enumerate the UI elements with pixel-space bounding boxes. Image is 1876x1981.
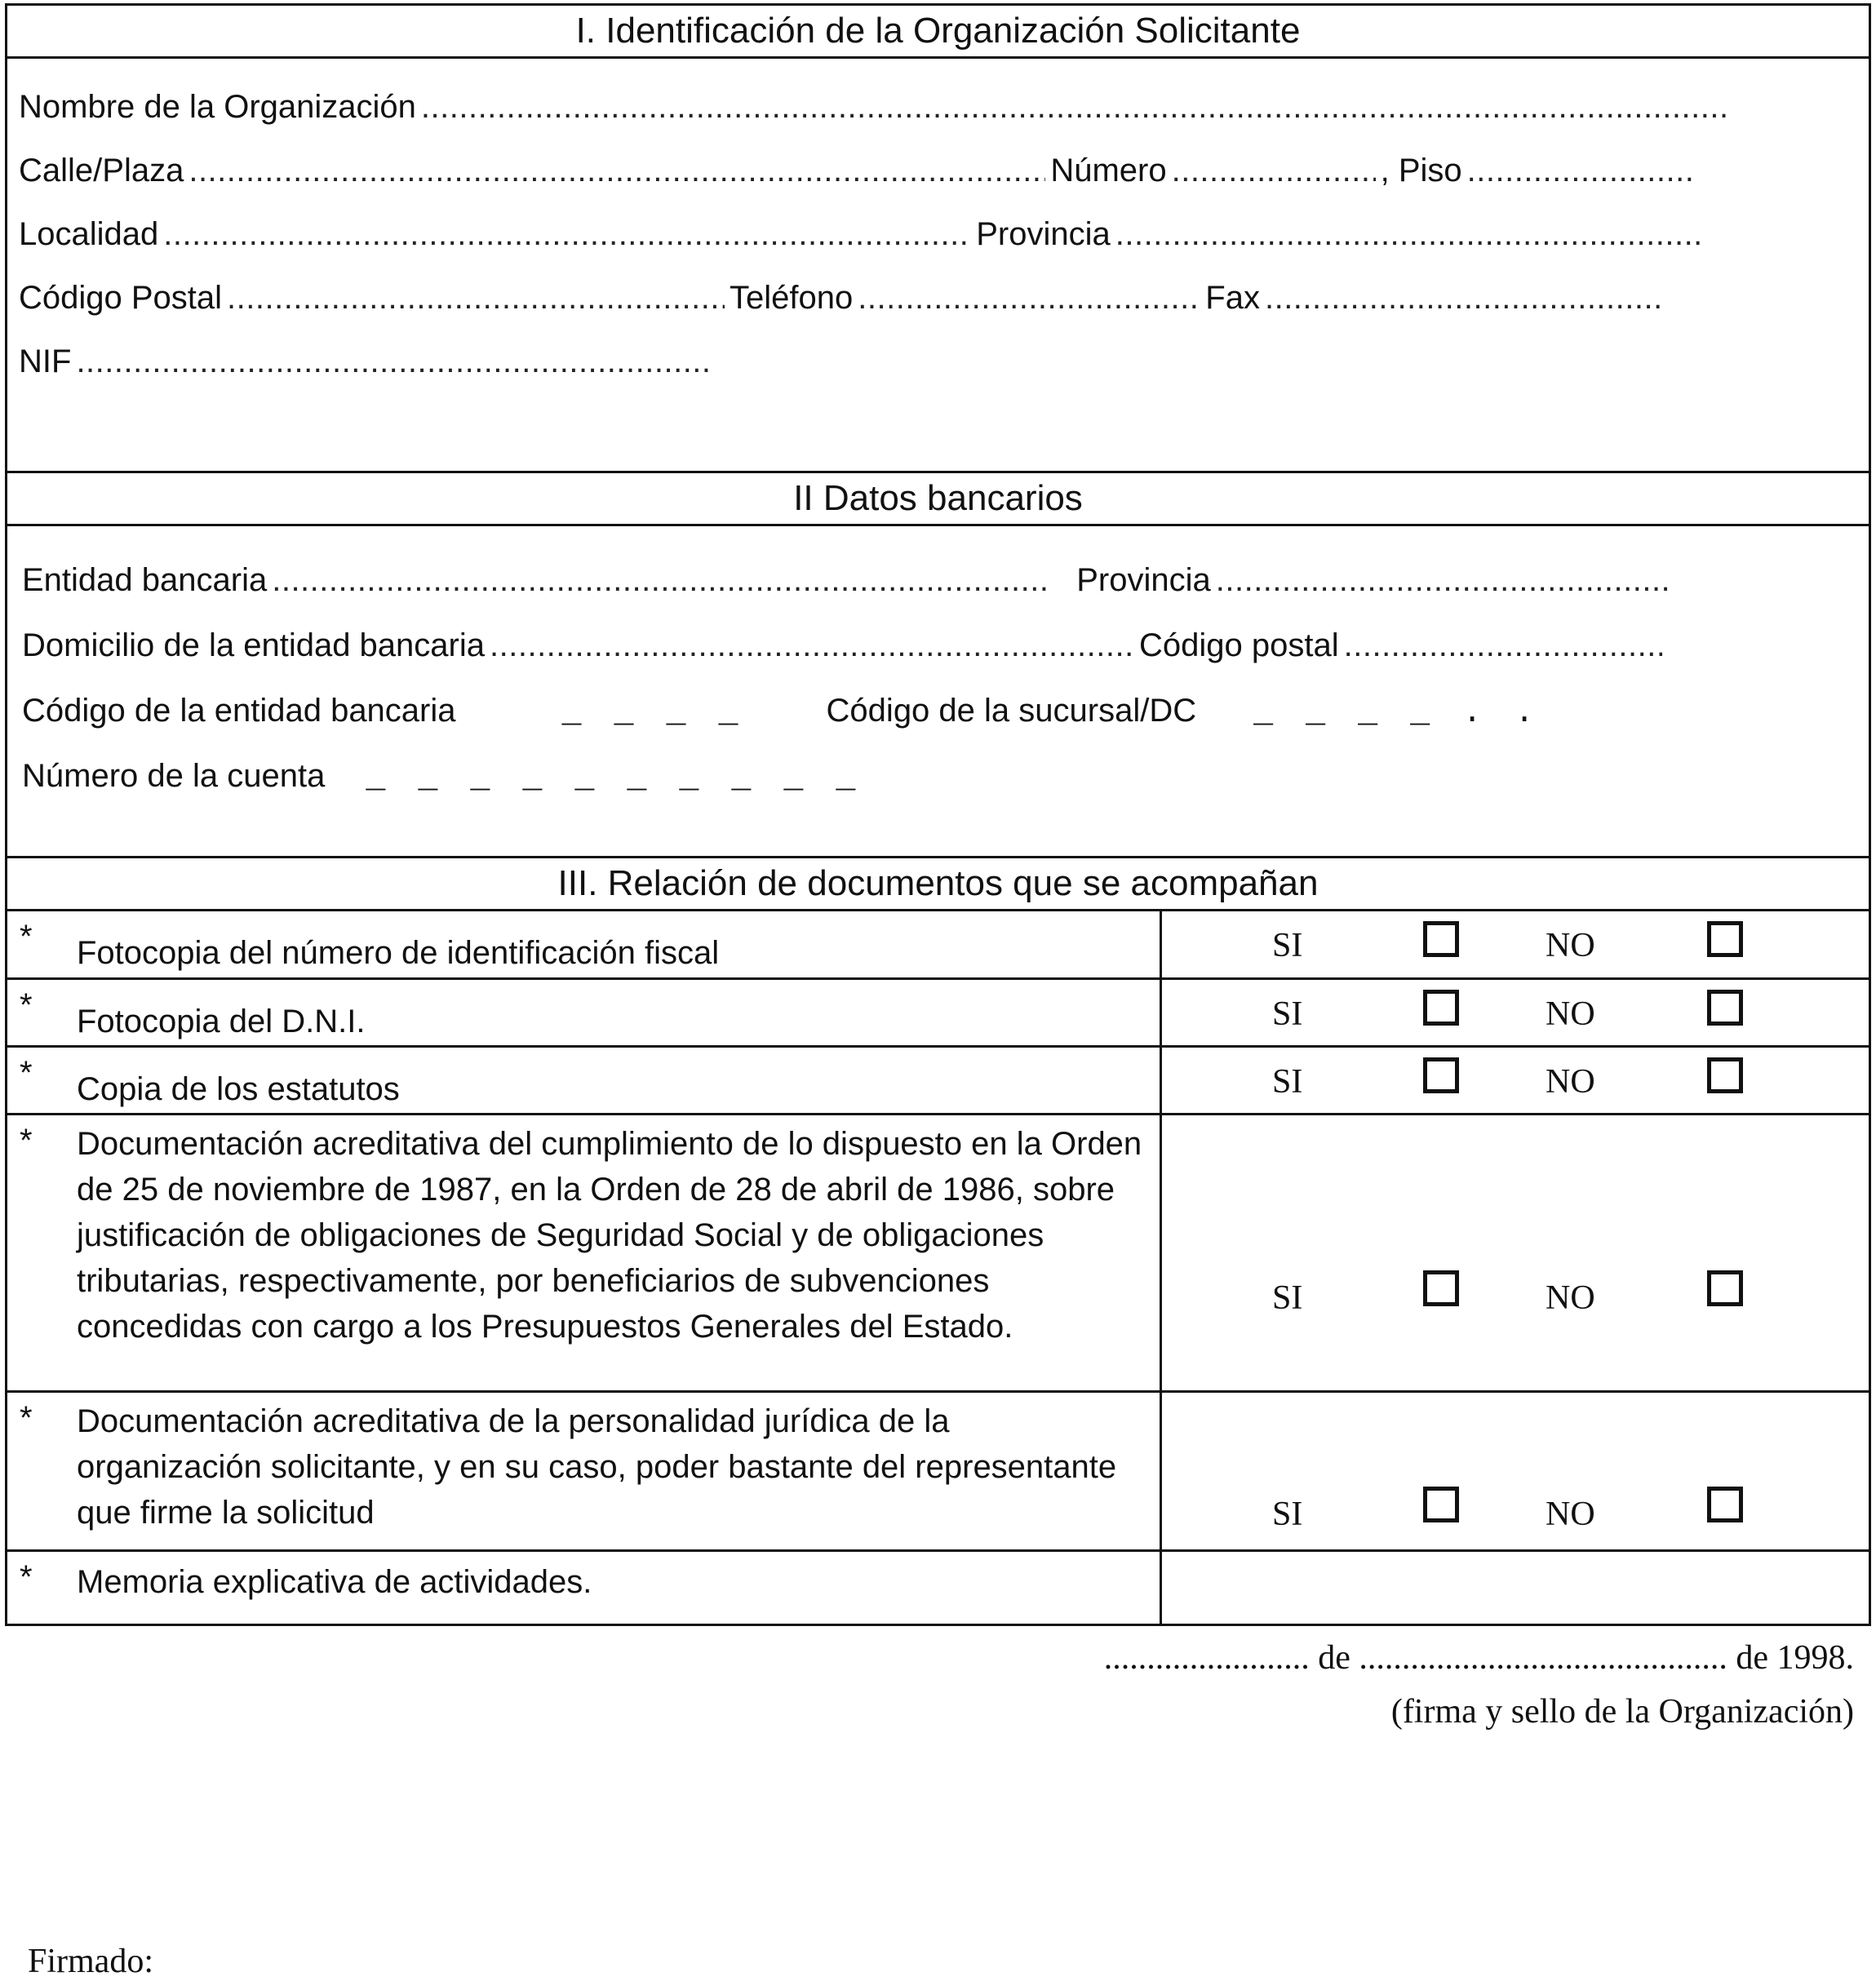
telefono-label: Teléfono bbox=[730, 280, 854, 316]
provincia-label: Provincia bbox=[976, 216, 1111, 252]
numero-cuenta-label: Número de la cuenta bbox=[22, 758, 326, 794]
no-label: NO bbox=[1546, 927, 1595, 964]
no-label: NO bbox=[1546, 1279, 1595, 1317]
nombre-field[interactable] bbox=[421, 75, 1727, 139]
calle-field[interactable] bbox=[188, 139, 1045, 202]
si-label: SI bbox=[1272, 927, 1303, 964]
doc-label: Fotocopia del D.N.I. bbox=[77, 1003, 366, 1039]
calle-label: Calle/Plaza bbox=[19, 153, 184, 188]
doc-row bbox=[7, 978, 1869, 1046]
section-2-fields bbox=[7, 547, 1869, 856]
domicilio-label: Domicilio de la entidad bancaria bbox=[22, 627, 485, 663]
doc-row bbox=[7, 1550, 1869, 1624]
bullet-star: * bbox=[20, 1558, 33, 1595]
codigo-postal-label: Código Postal bbox=[19, 280, 223, 316]
row-nombre bbox=[19, 75, 1869, 139]
piso-field[interactable] bbox=[1467, 139, 1696, 202]
doc-row bbox=[7, 911, 1869, 978]
no-checkbox[interactable] bbox=[1707, 1487, 1743, 1522]
si-label: SI bbox=[1272, 1495, 1303, 1533]
bullet-star: * bbox=[20, 919, 33, 955]
firmado-label: Firmado: bbox=[28, 1943, 153, 1980]
doc-options-empty bbox=[1161, 1550, 1869, 1624]
numero-field[interactable] bbox=[1172, 139, 1376, 202]
section-2-title: II Datos bancarios bbox=[7, 471, 1869, 526]
doc-options bbox=[1161, 1391, 1869, 1550]
doc-options bbox=[1161, 911, 1869, 978]
row-nif bbox=[19, 330, 1869, 393]
provincia-field[interactable] bbox=[1115, 202, 1703, 266]
no-checkbox[interactable] bbox=[1707, 1270, 1743, 1306]
bullet-star: * bbox=[20, 1054, 33, 1091]
doc-label: Documentación acreditativa de la personalidad jurídica de la organización solicitante, y en su caso, poder bastante del representante que firme la solicitud bbox=[77, 1403, 1117, 1531]
localidad-field[interactable] bbox=[163, 202, 971, 266]
no-checkbox[interactable] bbox=[1707, 1057, 1743, 1093]
row-codigo-postal bbox=[19, 266, 1869, 330]
doc-label: Fotocopia del número de identificación fiscal bbox=[77, 935, 720, 971]
doc-options bbox=[1161, 1114, 1869, 1391]
codigo-entidad-label: Código de la entidad bancaria bbox=[22, 693, 456, 729]
no-label: NO bbox=[1546, 1495, 1595, 1533]
row-domicilio bbox=[22, 613, 1869, 678]
si-label: SI bbox=[1272, 1062, 1303, 1101]
codigo-entidad-field[interactable]: _ _ _ _ bbox=[561, 695, 745, 732]
codigo-sucursal-field[interactable]: _ _ _ _ . . bbox=[1253, 695, 1541, 732]
bullet-star: * bbox=[20, 986, 33, 1023]
entidad-field[interactable] bbox=[272, 547, 1047, 613]
numero-cuenta-field[interactable]: _ _ _ _ _ _ _ _ _ _ bbox=[366, 760, 863, 797]
row-localidad bbox=[19, 202, 1869, 266]
doc-label: Copia de los estatutos bbox=[77, 1070, 400, 1107]
numero-label: Número bbox=[1050, 153, 1167, 188]
si-label: SI bbox=[1272, 1279, 1303, 1317]
documents-table bbox=[7, 911, 1869, 1624]
bullet-star: * bbox=[20, 1122, 33, 1159]
piso-label: , Piso bbox=[1380, 153, 1462, 188]
doc-options bbox=[1161, 1046, 1869, 1114]
section-3-title: III. Relación de documentos que se acompañan bbox=[7, 856, 1869, 911]
codigo-postal-field[interactable] bbox=[227, 266, 725, 330]
no-label: NO bbox=[1546, 1062, 1595, 1101]
application-form bbox=[5, 3, 1871, 1626]
fax-label: Fax bbox=[1205, 280, 1260, 316]
fax-field[interactable] bbox=[1265, 266, 1665, 330]
entidad-label: Entidad bancaria bbox=[22, 562, 268, 598]
si-checkbox[interactable] bbox=[1423, 1057, 1459, 1093]
nif-field[interactable] bbox=[76, 330, 712, 393]
doc-row bbox=[7, 1114, 1869, 1391]
date-line[interactable]: ........................ de ........................................... de 1998. bbox=[1103, 1639, 1854, 1677]
si-label: SI bbox=[1272, 995, 1303, 1033]
bank-codigo-postal-field[interactable] bbox=[1344, 613, 1662, 678]
si-checkbox[interactable] bbox=[1423, 990, 1459, 1026]
row-codigos bbox=[22, 678, 1869, 743]
doc-row bbox=[7, 1046, 1869, 1114]
section-1-title: I. Identificación de la Organización Solicitante bbox=[7, 6, 1869, 59]
signature-note: (firma y sello de la Organización) bbox=[1390, 1693, 1854, 1731]
si-checkbox[interactable] bbox=[1423, 1487, 1459, 1522]
row-numero-cuenta bbox=[22, 743, 1869, 809]
telefono-field[interactable] bbox=[858, 266, 1200, 330]
bank-provincia-field[interactable] bbox=[1216, 547, 1673, 613]
section-1-fields bbox=[7, 75, 1869, 471]
row-entidad bbox=[22, 547, 1869, 613]
domicilio-field[interactable] bbox=[490, 613, 1134, 678]
nif-label: NIF bbox=[19, 343, 72, 379]
row-calle bbox=[19, 139, 1869, 202]
no-checkbox[interactable] bbox=[1707, 990, 1743, 1026]
bullet-star: * bbox=[20, 1399, 33, 1436]
no-label: NO bbox=[1546, 995, 1595, 1033]
doc-row bbox=[7, 1391, 1869, 1550]
doc-label: Documentación acreditativa del cumplimiento de lo dispuesto en la Orden de 25 de noviembre de 1987, en la Orden de 28 de abril de 1986, sobre justificación de obligaciones de Seguridad Social y de obligaciones tributarias, respectivamente, por beneficiarios de subvenciones concedidas con cargo a los Presupuestos Generales del Estado. bbox=[77, 1125, 1142, 1345]
doc-options bbox=[1161, 978, 1869, 1046]
no-checkbox[interactable] bbox=[1707, 921, 1743, 957]
bank-codigo-postal-label: Código postal bbox=[1139, 627, 1339, 663]
codigo-sucursal-label: Código de la sucursal/DC bbox=[826, 693, 1197, 729]
si-checkbox[interactable] bbox=[1423, 1270, 1459, 1306]
nombre-label: Nombre de la Organización bbox=[19, 89, 416, 125]
localidad-label: Localidad bbox=[19, 216, 159, 252]
bank-provincia-label: Provincia bbox=[1076, 562, 1211, 598]
doc-label: Memoria explicativa de actividades. bbox=[77, 1563, 592, 1600]
si-checkbox[interactable] bbox=[1423, 921, 1459, 957]
